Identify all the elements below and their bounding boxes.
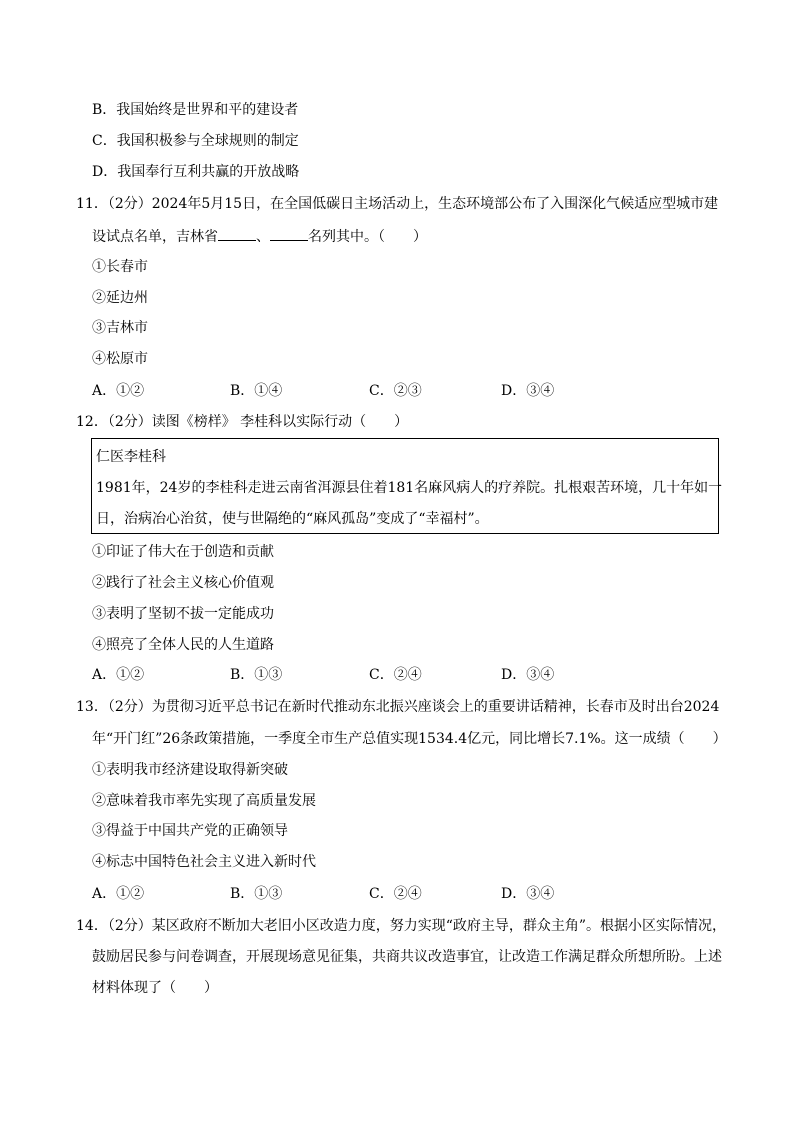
q12-material-box: [91, 438, 723, 534]
q13-item-4: ④标志中国特色社会主义进入新时代: [92, 854, 316, 870]
q12-box-title: 仁医李桂科: [96, 449, 166, 465]
q12-item-2: ②践行了社会主义核心价值观: [92, 575, 274, 591]
q10-option-b: B．我国始终是世界和平的建设者: [92, 102, 299, 118]
q13-option-d: D．③④: [501, 886, 555, 902]
q11-blank-1: [218, 226, 256, 241]
q13-item-2: ②意味着我市率先实现了高质量发展: [92, 793, 316, 809]
q12-box-text-line2: 日，治病冶心治贫，使与世隔绝的“麻风孤岛”变成了“幸福村”。: [96, 511, 489, 527]
q13-item-1: ①表明我市经济建设取得新突破: [92, 762, 288, 778]
q12-option-c: C．②④: [369, 667, 422, 683]
q11-stem-text-b: 、: [256, 229, 270, 245]
q11-option-d: D．③④: [501, 383, 555, 399]
q12-item-1: ①印证了伟大在于创造和贡献: [92, 544, 274, 560]
q12-box-text-line1: 1981年，24岁的李桂科走进云南省洱源县住着181名麻风病人的疗养院。扎根艰苦环境，几十年如一: [96, 480, 723, 496]
q10-option-d: D．我国奉行互利共赢的开放战略: [92, 164, 300, 180]
q13-item-3: ③得益于中国共产党的正确领导: [92, 823, 288, 839]
q13-option-b: B．①③: [230, 886, 283, 902]
q11-item-3: ③吉林市: [92, 320, 148, 336]
q12-option-a: A．①②: [92, 667, 145, 683]
q13-option-c: C．②④: [369, 886, 422, 902]
q11-item-1: ①长春市: [92, 259, 148, 275]
q12-option-b: B．①③: [230, 667, 283, 683]
q11-option-a: A．①②: [92, 383, 145, 399]
q11-item-4: ④松原市: [92, 351, 148, 367]
q11-stem-line1: 11．（2分）2024年5月15日，在全国低碳日主场活动上，生态环境部公布了入围深化气候适应型城市建: [76, 196, 719, 212]
q13-stem-line1: 13．（2分）为贯彻习近平总书记在新时代推动东北振兴座谈会上的重要讲话精神，长春市及时出台2024: [76, 699, 720, 715]
q14-stem-line3: 材料体现了（ ）: [92, 980, 218, 996]
q11-stem-text-c: 名列其中。（ ）: [308, 229, 427, 245]
q10-option-c: C．我国积极参与全球规则的制定: [92, 133, 299, 149]
q12-item-4: ④照亮了全体人民的人生道路: [92, 637, 274, 653]
q14-stem-line2: 鼓励居民参与问卷调查，开展现场意见征集，共商共议改造事宜，让改造工作满足群众所想所盼。上述: [92, 949, 722, 965]
q13-option-a: A．①②: [92, 886, 145, 902]
q11-option-c: C．②③: [369, 383, 422, 399]
q11-option-b: B．①④: [230, 383, 283, 399]
q11-blank-2: [270, 226, 308, 241]
q11-stem-text-a: 设试点名单，吉林省: [92, 229, 218, 245]
q11-item-2: ②延边州: [92, 290, 148, 306]
q14-stem-line1: 14．（2分）某区政府不断加大老旧小区改造力度，努力实现“政府主导，群众主角”。根据小区实际情况，: [76, 918, 727, 934]
q12-option-d: D．③④: [501, 667, 555, 683]
q12-stem: 12．（2分）读图《榜样》 李桂科以实际行动（ ）: [76, 414, 409, 430]
q11-stem-line2: [92, 226, 427, 247]
q13-stem-line2: 年“开门红”26条政策措施，一季度全市生产总值实现1534.4亿元，同比增长7.1%。这一成绩（ ）: [92, 731, 727, 747]
q12-item-3: ③表明了坚韧不拔一定能成功: [92, 606, 274, 622]
